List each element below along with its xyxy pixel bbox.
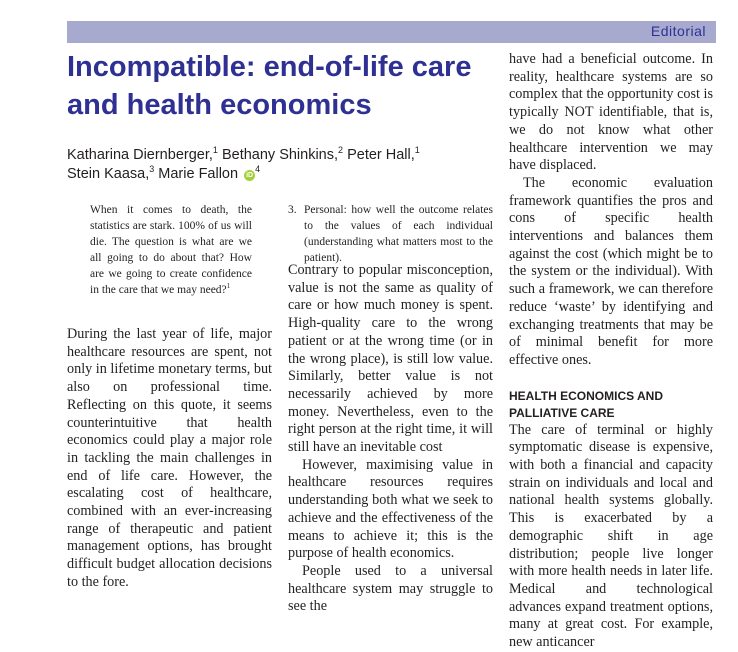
quote-reference[interactable]: 1 bbox=[226, 282, 231, 291]
affiliation-mark: 1 bbox=[414, 145, 420, 156]
section-heading: HEALTH ECONOMICS AND PALLIATIVE CARE bbox=[509, 388, 663, 420]
article-title: Incompatible: end-of-life care and health economics bbox=[67, 51, 472, 121]
author-name[interactable]: Stein Kaasa, bbox=[67, 166, 150, 182]
orcid-icon[interactable]: iD bbox=[246, 172, 254, 179]
column-3 bbox=[509, 51, 713, 652]
paragraph: The economic evaluation framework quantifies the pros and cons of specific health interventions and balances them against the cost (which might be to the system or the individual). With such a framework, we can therefore reduce ‘waste’ by identifying and exchanging treatments that may be of minimal benefit for more effective ones. bbox=[509, 174, 713, 368]
paragraph: The care of terminal or highly symptomatic disease is expensive, with both a financial and capacity strain on individuals and local and national health systems globally. This is exacerbated by a demographic shift in age distribution; people live longer with more health needs in later life. Medical and technological advances expand treatment options, many at great cost. For example, new anticancer bbox=[509, 421, 713, 651]
affiliation-mark: 4 bbox=[255, 164, 261, 175]
affiliation-mark: 1 bbox=[212, 145, 218, 156]
authors-line-2 bbox=[67, 165, 487, 184]
column-2 bbox=[288, 262, 493, 616]
author-name[interactable]: Peter Hall, bbox=[347, 147, 415, 163]
paragraph: During the last year of life, major healthcare resources are spent, not only in lifetime monetary terms, but also on professional time. Reflecting on this quote, it seems counterintuitive that health economics could play a major role in tackling the main challenges in end of life care. However, the escalating cost of healthcare, combined with an ever-increasing range of therapeutic and patient management options, has brought difficult budget allocation decisions to the fore. bbox=[67, 326, 272, 590]
paragraph: Contrary to popular misconception, value is not the same as quality of care or how much money is spent. High-quality care to the wrong patient or at the wrong time (or in the wrong place), is still low value. Similarly, better value is not necessarily achieved by more money. Nevertheless, even to the right person at the right time, it will still have an inevitable cost bbox=[288, 262, 493, 456]
authors-line-1 bbox=[67, 146, 487, 165]
opening-quote bbox=[90, 202, 252, 298]
affiliation-mark: 3 bbox=[149, 164, 155, 175]
editorial-banner bbox=[67, 21, 716, 43]
list-item bbox=[288, 202, 493, 266]
affiliation-mark: 2 bbox=[338, 145, 344, 156]
section-label: Editorial bbox=[650, 23, 706, 39]
column-1 bbox=[67, 326, 272, 592]
quote-text: When it comes to death, the statistics are stark. 100% of us will die. The question is what are we all going to do about that? How are we going to create confidence in the care that we may need? bbox=[90, 204, 252, 296]
paragraph: have had a beneficial outcome. In reality, healthcare systems are so complex that the opportunity cost is typically NOT identifiable, that is, we do not know what other healthcare intervention we may have displaced. bbox=[509, 51, 713, 174]
author-name[interactable]: Katharina Diernberger, bbox=[67, 147, 213, 163]
paragraph: However, maximising value in healthcare resources requires understanding both what we seek to achieve and the effectiveness of the means to achieve it; this is the purpose of health economics. bbox=[288, 456, 493, 562]
author-list bbox=[67, 146, 487, 184]
list-item-text: Personal: how well the outcome relates to the values of each individual (understanding what matters most to the patient). bbox=[304, 204, 493, 264]
author-name[interactable]: Marie Fallon bbox=[158, 166, 239, 182]
paragraph: People used to a universal healthcare system may struggle to see the bbox=[288, 562, 493, 615]
author-name[interactable]: Bethany Shinkins, bbox=[221, 147, 339, 163]
list-number: 3. bbox=[288, 204, 297, 216]
